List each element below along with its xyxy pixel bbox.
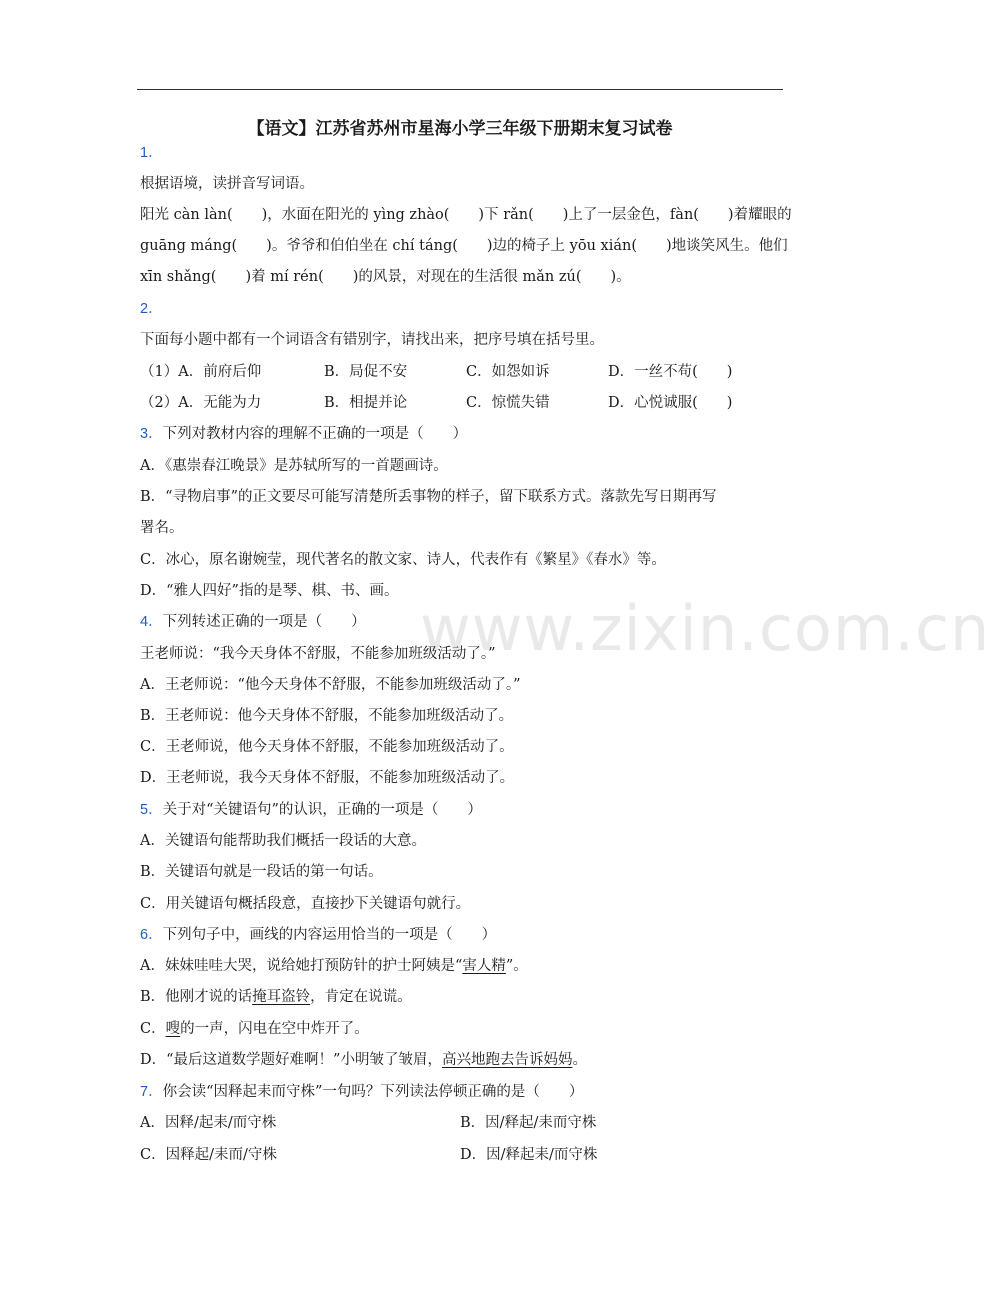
question-2-number: 2． [140, 301, 163, 317]
question-5-number: 5． [140, 802, 163, 818]
option-c: C．如怨如诉 [466, 364, 550, 380]
option-d: D．一丝不苟( ) [608, 364, 733, 380]
option-text: ”。 [505, 958, 528, 974]
question-4-prompt: 下列转述正确的一项是（ ） [162, 614, 366, 630]
question-3-option-b: B．“寻物启事”的正文要尽可能写清楚所丢事物的样子，留下联系方式。落款先写日期再写 [140, 489, 717, 505]
option-c: C．因释起/耒而/守株 [140, 1147, 277, 1163]
question-3-option-c: C．冰心，原名谢婉莹，现代著名的散文家、诗人，代表作有《繁星》《春水》等。 [140, 552, 666, 568]
option-c: C．惊慌失错 [466, 395, 550, 411]
question-5-option-b: B．关键语句就是一段话的第一句话。 [140, 864, 383, 880]
question-1-prompt: 根据语境，读拼音写词语。 [140, 176, 314, 192]
question-3-option-d: D．“雅人四好”指的是琴、棋、书、画。 [140, 583, 399, 599]
question-6-option-a [140, 956, 528, 976]
question-6-option-d [140, 1050, 587, 1070]
option-b: B．因/释起/耒而守株 [460, 1115, 597, 1131]
underlined-phrase: 高兴地跑去告诉妈妈 [441, 1052, 573, 1068]
question-6-option-c [140, 1019, 369, 1039]
question-2-prompt: 下面每小题中都有一个词语含有错别字，请找出来，把序号填在括号里。 [140, 332, 604, 348]
question-5-header [140, 800, 482, 820]
option-d: D．因/释起耒/而守株 [460, 1147, 598, 1163]
option-b: B．相提并论 [324, 395, 408, 411]
question-6-header [140, 925, 496, 945]
option-text: B．他刚才说的话 [140, 989, 253, 1005]
question-3-option-a: A．《惠崇春江晚景》是苏轼所写的一首题画诗。 [140, 458, 448, 474]
question-1-line-3: xīn shǎng( )着 mí rén( )的风景，对现在的生活很 mǎn zú( )。 [140, 269, 631, 285]
underlined-phrase: 害人精 [462, 958, 506, 974]
header-rule [137, 89, 783, 90]
question-6-prompt: 下列句子中，画线的内容运用恰当的一项是（ ） [162, 927, 497, 943]
option-a: （2）A．无能为力 [140, 395, 262, 411]
question-4-option-c: C．王老师说，他今天身体不舒服，不能参加班级活动了。 [140, 739, 514, 755]
question-5-option-a: A．关键语句能帮助我们概括一段话的大意。 [140, 833, 426, 849]
question-7-header [140, 1082, 583, 1102]
question-7-prompt: 你会读“因释起耒而守株”一句吗？下列读法停顿正确的是（ ） [162, 1084, 584, 1100]
option-text: D．“最后这道数学题好难啊！”小明皱了皱眉， [140, 1052, 442, 1068]
question-1-line-1: 阳光 càn làn( )，水面在阳光的 yìng zhào( )下 rǎn( )上了一层金色，fàn( )着耀眼的 [140, 207, 792, 223]
question-5-prompt: 关于对“关键语句”的认识，正确的一项是（ ） [162, 802, 482, 818]
question-3-prompt: 下列对教材内容的理解不正确的一项是（ ） [162, 426, 468, 442]
option-text: C． [140, 1021, 166, 1037]
question-6-number: 6． [140, 927, 163, 943]
option-d: D．心悦诚服( ) [608, 395, 733, 411]
question-4-option-d: D．王老师说，我今天身体不舒服，不能参加班级活动了。 [140, 770, 515, 786]
watermark: www.zixin.com.cn [420, 592, 990, 665]
question-7-number: 7． [140, 1084, 163, 1100]
question-3-header [140, 424, 467, 444]
option-a: （1）A．前府后仰 [140, 364, 262, 380]
question-3-number: 3． [140, 426, 163, 442]
question-4-option-b: B．王老师说：他今天身体不舒服，不能参加班级活动了。 [140, 708, 514, 724]
question-4-number: 4． [140, 614, 163, 630]
option-text: A．妹妹哇哇大哭，说给她打预防针的护士阿姨是“ [140, 958, 463, 974]
option-b: B．局促不安 [324, 364, 408, 380]
question-6-option-b [140, 987, 412, 1007]
question-3-option-b-cont: 署名。 [140, 520, 184, 536]
page-title: 【语文】江苏省苏州市星海小学三年级下册期末复习试卷 [247, 119, 673, 139]
question-4-quote: 王老师说：“我今天身体不舒服，不能参加班级活动了。” [140, 646, 496, 662]
underlined-phrase: 嗖 [165, 1021, 181, 1037]
question-5-option-c: C．用关键语句概括段意，直接抄下关键语句就行。 [140, 896, 471, 912]
option-text: 的一声，闪电在空中炸开了。 [180, 1021, 369, 1037]
option-text: 。 [572, 1052, 587, 1068]
underlined-phrase: 掩耳盗铃 [252, 989, 311, 1005]
question-4-header [140, 612, 366, 632]
option-text: ，肯定在说谎。 [310, 989, 412, 1005]
question-4-option-a: A．王老师说：“他今天身体不舒服，不能参加班级活动了。” [140, 677, 521, 693]
question-1-number: 1． [140, 145, 163, 161]
option-a: A．因释/起耒/而守株 [140, 1115, 277, 1131]
question-1-line-2: guāng máng( )。爷爷和伯伯坐在 chí táng( )边的椅子上 yōu xián( )地谈笑风生。他们 [140, 238, 788, 254]
